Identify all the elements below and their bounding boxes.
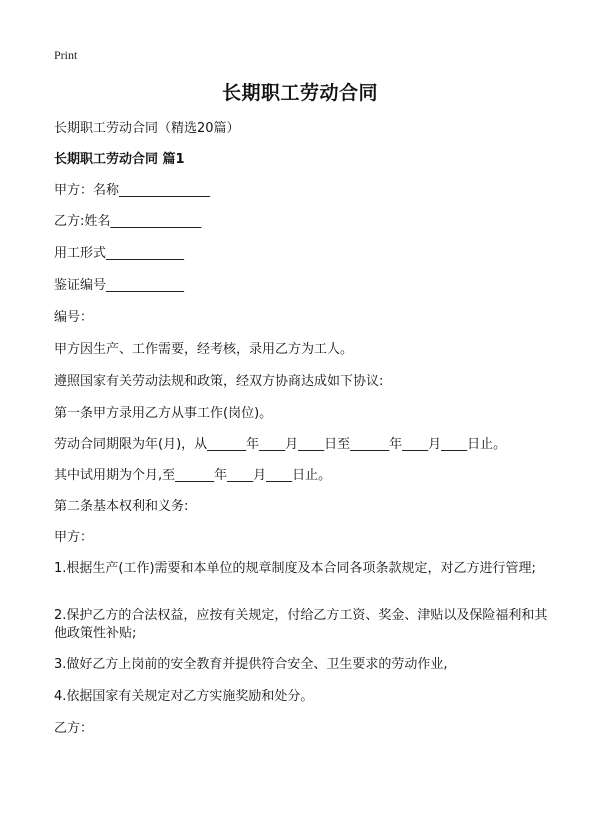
party-a-name-line: 甲方：名称______________ <box>54 183 211 198</box>
paragraph: 遵照国家有关劳动法规和政策，经双方协商达成如下协议: <box>54 374 384 389</box>
paragraph: 甲方因生产、工作需要，经考核，录用乙方为工人。 <box>54 342 354 357</box>
section-heading: 长期职工劳动合同 篇1 <box>54 152 185 167</box>
paragraph: 第一条甲方录用乙方从事工作(岗位)。 <box>54 406 273 421</box>
paragraph: 劳动合同期限为年(月)，从______年____月____日至______年____月____日止。 <box>54 437 507 452</box>
employment-form-line: 用工形式____________ <box>54 246 185 261</box>
print-link[interactable]: Print <box>54 48 78 62</box>
paragraph: 甲方： <box>54 530 94 545</box>
paragraph: 第二条基本权利和义务: <box>54 499 189 514</box>
document-title: 长期职工劳动合同 <box>221 82 378 104</box>
paragraph: 1.根据生产(工作)需要和本单位的规章制度及本合同各项条款规定，对乙方进行管理; <box>54 561 536 576</box>
party-b-name-line: 乙方:姓名______________ <box>54 214 202 229</box>
certification-number-line: 鉴证编号____________ <box>54 278 185 293</box>
paragraph: 4.依据国家有关规定对乙方实施奖励和处分。 <box>54 689 314 704</box>
number-line: 编号： <box>54 310 94 325</box>
paragraph: 2.保护乙方的合法权益，应按有关规定，付给乙方工资、奖金、津贴以及保险福利和其他政策性补贴; <box>54 608 548 641</box>
paragraph: 3.做好乙方上岗前的安全教育并提供符合安全、卫生要求的劳动作业, <box>54 657 448 672</box>
paragraph: 乙方： <box>54 721 94 736</box>
paragraph: 其中试用期为个月,至______年____月____日止。 <box>54 468 332 483</box>
document-subtitle: 长期职工劳动合同（精选20篇） <box>54 121 240 136</box>
